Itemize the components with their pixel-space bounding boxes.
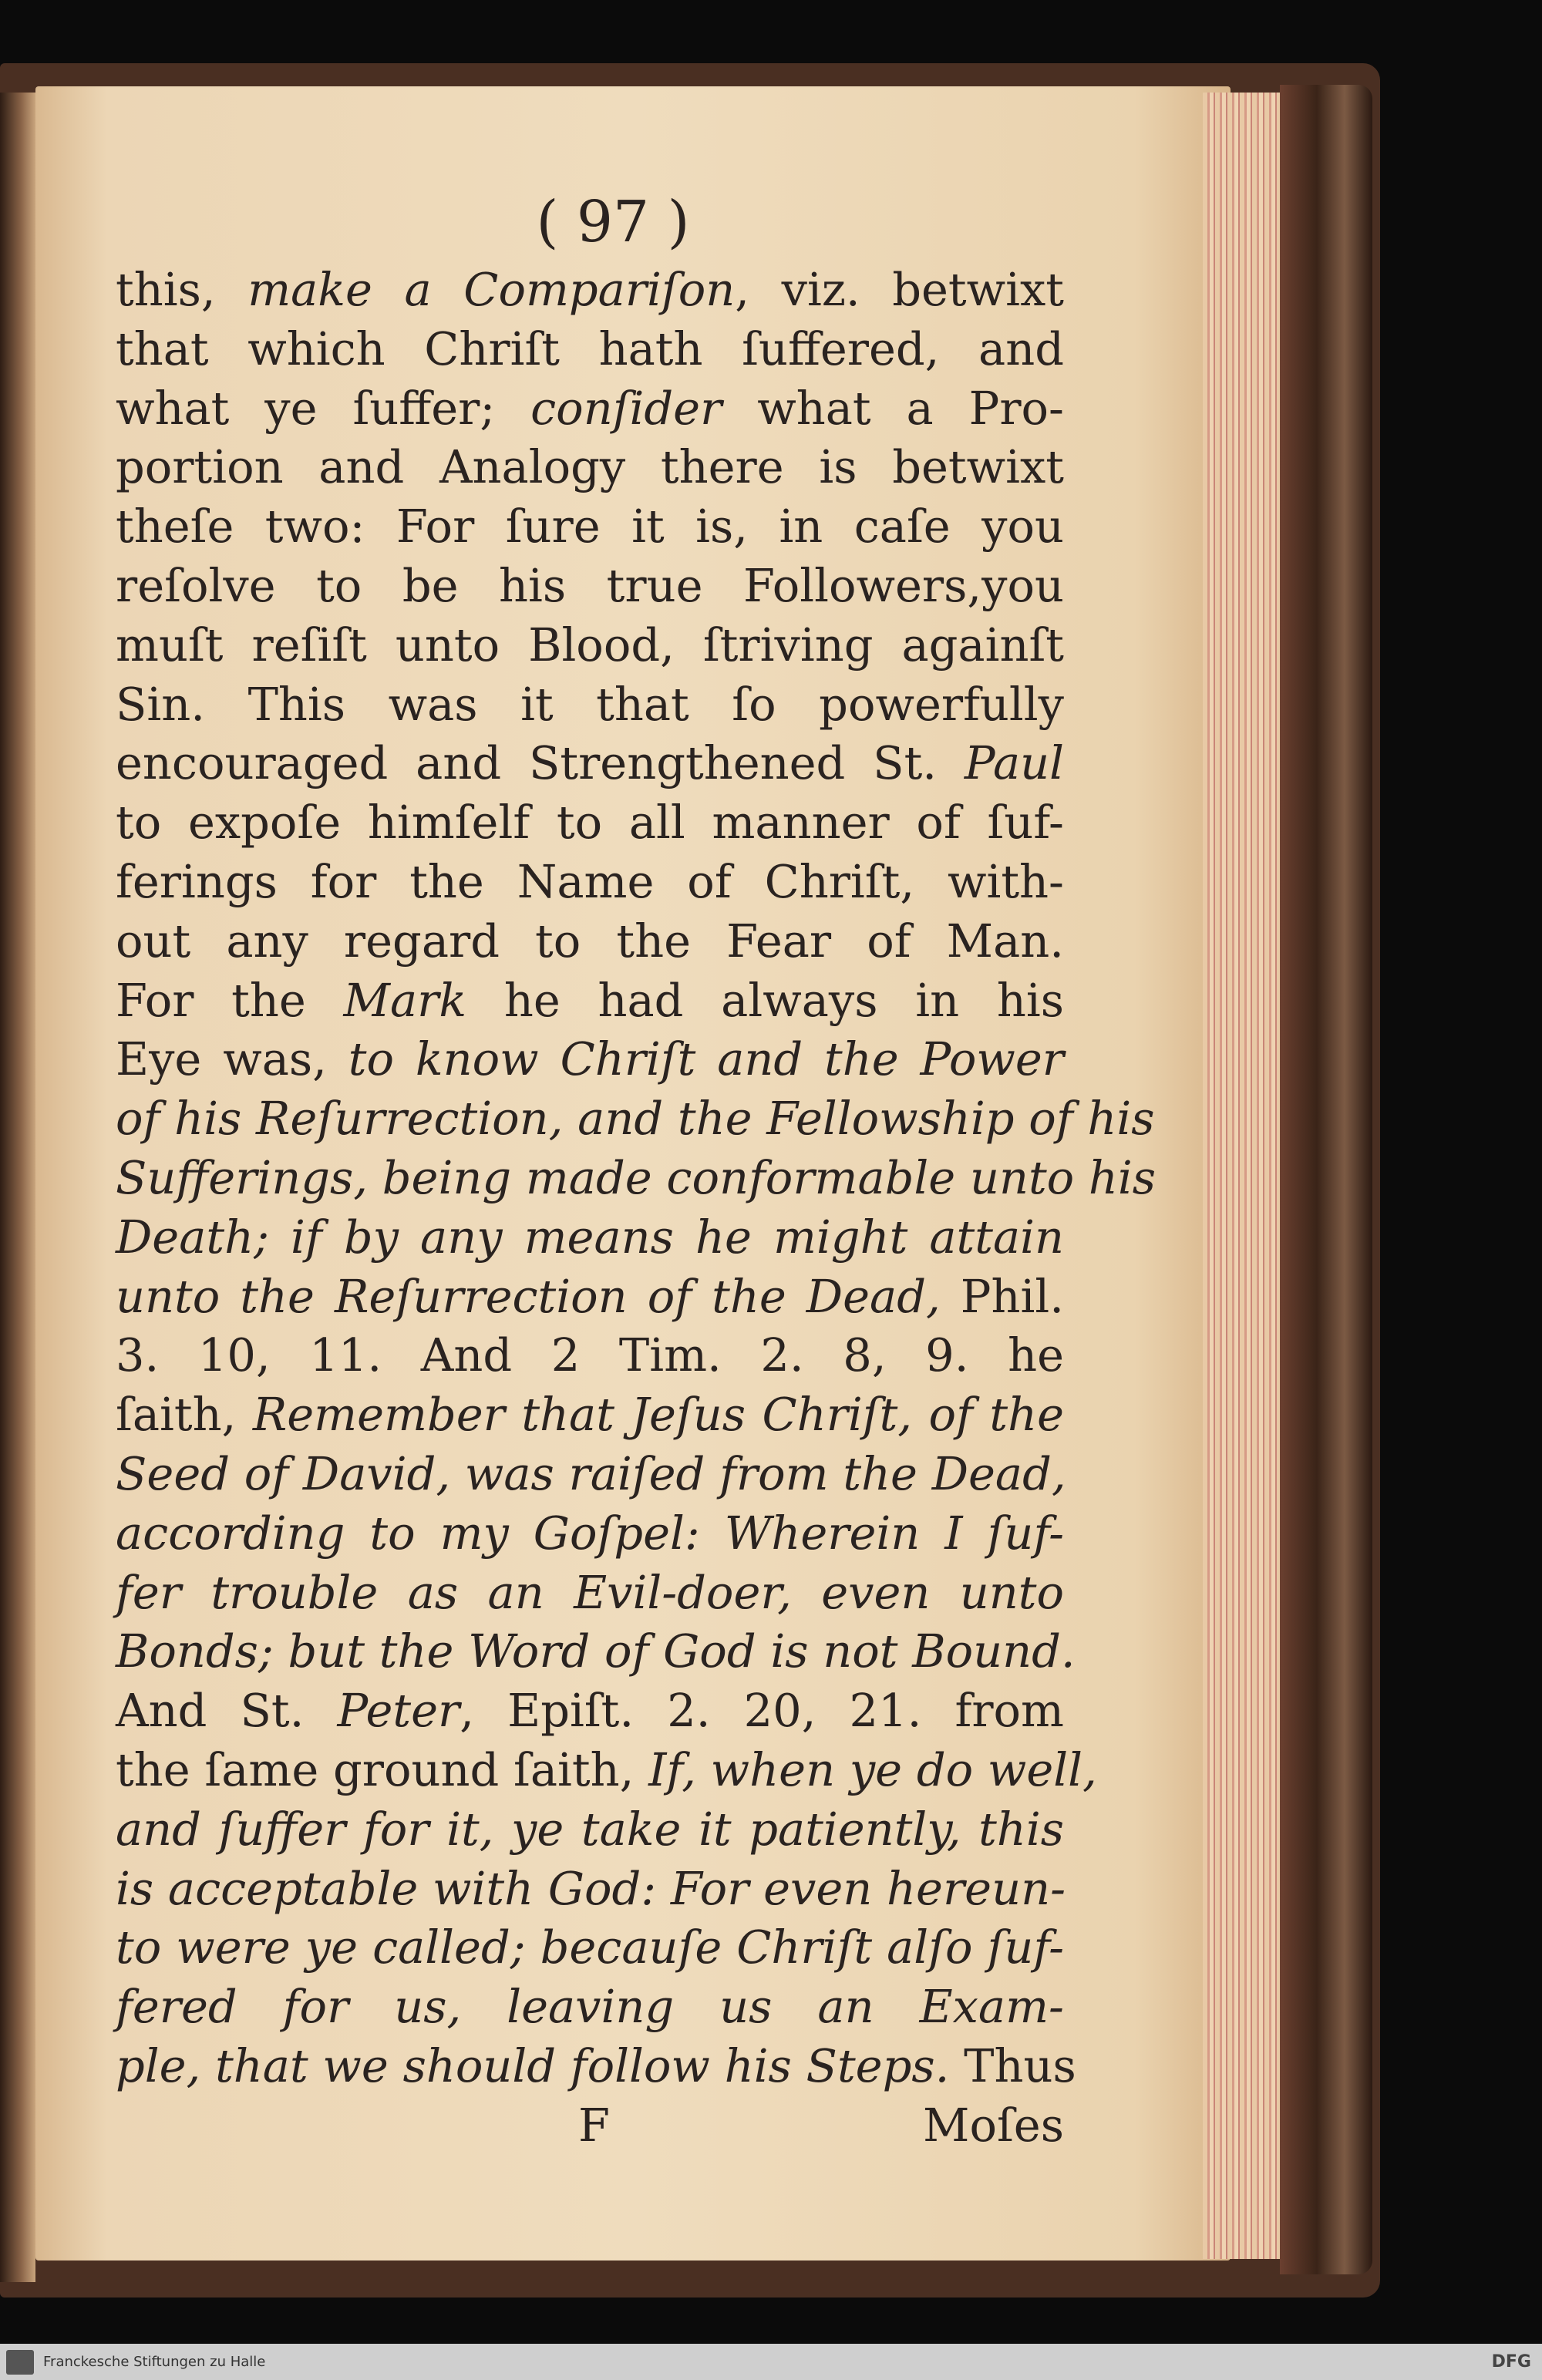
italic-run: Remember that Jeſus Chriſt, of the: [252, 1388, 1064, 1442]
text-line: [116, 971, 1064, 1031]
text-line: [116, 379, 1064, 439]
italic-run: is acceptable with God: For even hereun-: [116, 1861, 1066, 1915]
roman-run: And St.: [116, 1684, 338, 1738]
roman-run: the ſame ground ſaith,: [116, 1742, 649, 1796]
roman-run: , viz. betwixt: [735, 263, 1064, 316]
funder-logo: DFG: [1491, 2352, 1531, 2372]
book-spine: [0, 93, 35, 2282]
page-footer-line: [116, 2096, 1064, 2155]
book-cover-edge: [1280, 85, 1372, 2274]
italic-run: to were ye called; becauſe Chriſt alſo ſuf-: [116, 1920, 1064, 1974]
text-line: [116, 320, 1064, 379]
page-text-block: [116, 183, 1156, 2155]
italic-run: make a Compariſon: [247, 263, 736, 316]
page-edges: [1203, 93, 1288, 2259]
text-line: [116, 1860, 1064, 1919]
text-line: [116, 912, 1064, 971]
roman-run: muſt reſiſt unto Blood, ſtriving againſt: [116, 618, 1064, 672]
text-line: [116, 1978, 1064, 2037]
roman-run: what ye ſuffer;: [116, 381, 531, 435]
italic-run: of his Reſurrection, and the Fellowship of his: [116, 1092, 1155, 1146]
roman-run: portion and Analogy there is betwixt: [116, 440, 1064, 494]
text-line: [116, 793, 1064, 853]
text-line: [116, 557, 1064, 616]
text-line: [116, 1089, 1155, 1149]
roman-run: For the: [116, 973, 344, 1027]
italic-run: If, when ye do well,: [648, 1742, 1097, 1796]
roman-run: reſolve to be his true Followers,you: [116, 558, 1064, 612]
text-line: [116, 675, 1064, 735]
text-line: [116, 1149, 1156, 1208]
italic-run: Paul: [964, 736, 1064, 790]
italic-run: Mark: [343, 973, 467, 1027]
text-line: [116, 1741, 1097, 1800]
roman-run: Thus: [949, 2038, 1076, 2092]
text-line: [116, 853, 1064, 912]
catchword: Moſes: [923, 2098, 1064, 2152]
text-line: [116, 1800, 1064, 1860]
roman-run: theſe two: For ſure it is, in caſe you: [116, 500, 1064, 554]
roman-run: this,: [116, 263, 248, 316]
roman-run: that which Chriſt hath ſuffered, and: [116, 321, 1064, 375]
roman-run: ſaith,: [116, 1388, 253, 1442]
text-line: [116, 497, 1064, 557]
text-line: [116, 1504, 1064, 1564]
italic-run: and ſuffer for it, ye take it patiently, this: [116, 1802, 1064, 1856]
roman-run: he had always in his: [466, 973, 1064, 1027]
archive-footer-bar: [0, 2344, 1542, 2380]
roman-run: ferings for the Name of Chriſt, with-: [116, 854, 1064, 908]
italic-run: Bonds; but the Word of God is not Bound.: [116, 1624, 1076, 1678]
text-line: [116, 616, 1064, 675]
italic-run: conſider: [530, 381, 722, 435]
text-line: [116, 1564, 1064, 1623]
text-line: [116, 2037, 1076, 2096]
text-line: [116, 261, 1064, 320]
page-number: ( 97 ): [536, 189, 690, 255]
text-line: [116, 1681, 1064, 1741]
institution-crest-icon: [6, 2350, 34, 2375]
text-line: [116, 1385, 1064, 1445]
text-line: [116, 1267, 1064, 1327]
italic-run: fered for us, leaving us an Exam-: [116, 1980, 1064, 2034]
signature-mark: F: [578, 2098, 610, 2152]
italic-run: ple, that we should follow his Steps.: [116, 2038, 950, 2092]
italic-run: Peter: [337, 1684, 460, 1738]
italic-run: fer trouble as an Evil-doer, even unto: [116, 1565, 1064, 1619]
roman-run: encouraged and Strengthened St.: [116, 736, 965, 790]
text-line: [116, 1208, 1064, 1267]
roman-run: 3. 10, 11. And 2 Tim. 2. 8, 9. he: [116, 1328, 1064, 1382]
text-line: [116, 1445, 1064, 1504]
roman-run: Phil.: [940, 1269, 1064, 1323]
italic-run: Seed of David, was raiſed from the Dead,: [116, 1446, 1066, 1500]
roman-run: to expoſe himſelf to all manner of ſuf-: [116, 796, 1064, 850]
italic-run: according to my Goſpel: Wherein I ſuf-: [116, 1506, 1064, 1560]
text-line: [116, 1918, 1064, 1978]
italic-run: to know Chriſt and the Power: [348, 1032, 1064, 1086]
text-line: [116, 438, 1064, 497]
italic-run: Sufferings, being made conformable unto his: [116, 1150, 1156, 1204]
text-line: [116, 734, 1064, 793]
roman-run: Eye was,: [116, 1032, 348, 1086]
roman-run: out any regard to the Fear of Man.: [116, 914, 1064, 968]
body-text: [116, 261, 1156, 2096]
roman-run: what a Pro-: [722, 381, 1064, 435]
text-line: [116, 1326, 1064, 1385]
roman-run: , Epiſt. 2. 20, 21. from: [460, 1684, 1064, 1738]
text-line: [116, 1030, 1064, 1089]
text-line: [116, 1622, 1076, 1681]
italic-run: Death; if by any means he might attain: [116, 1210, 1064, 1264]
italic-run: unto the Reſurrection of the Dead,: [116, 1269, 941, 1323]
roman-run: Sin. This was it that ſo powerfully: [116, 677, 1064, 731]
institution-name: Franckesche Stiftungen zu Halle: [43, 2354, 266, 2370]
